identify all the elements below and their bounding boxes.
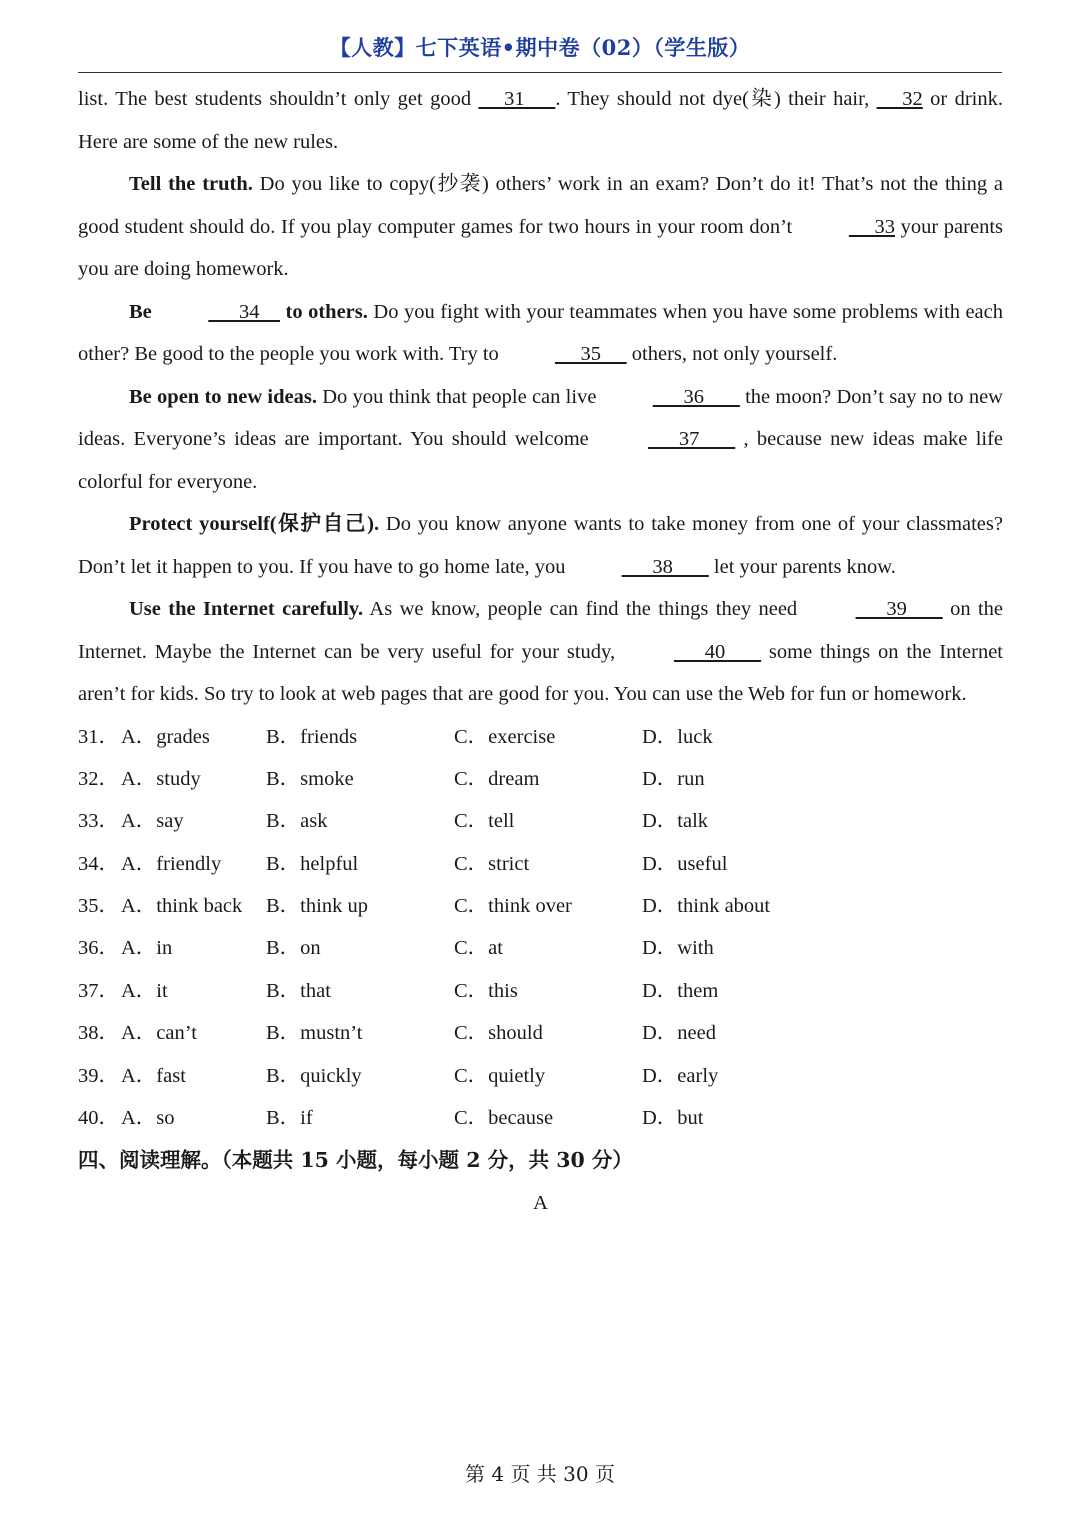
section-heading: 四、阅读理解。（本题共 15 小题，每小题 2 分，共 30 分） — [78, 1148, 633, 1173]
option-b: B．think up — [266, 895, 368, 918]
paragraph-heading: Tell the truth. — [129, 173, 253, 195]
blank-40: 40 — [673, 640, 762, 663]
question-row — [78, 1012, 1003, 1054]
paragraph-heading: to others. — [280, 300, 368, 323]
option-d: D．early — [642, 1064, 719, 1087]
blank-37: 37 — [648, 428, 736, 450]
question-number: 32． — [78, 767, 119, 790]
text: Do you know anyone wants to take money from one of your classmates? Don’t let it happen to you. If you have to go home late, you — [78, 513, 1003, 578]
question-row — [78, 1055, 1003, 1097]
option-a: A．so — [121, 1107, 175, 1130]
blank-39: 39 — [855, 598, 943, 620]
option-b: B．smoke — [266, 767, 354, 790]
question-row — [78, 843, 1003, 885]
option-d: D．with — [642, 937, 714, 960]
option-b: B．helpful — [266, 852, 359, 875]
option-a: A．in — [121, 937, 173, 960]
options-list — [78, 716, 1003, 1140]
paragraph-new-ideas — [78, 376, 1003, 504]
text: some things on the Internet aren’t for kids. So try to look at web pages that are good for you. You can use the Web for fun or homework. — [78, 640, 1003, 705]
question-number: 34． — [78, 852, 119, 875]
option-d: D．useful — [642, 852, 728, 875]
text: others, not only yourself. — [626, 343, 838, 365]
question-row — [78, 758, 1003, 800]
question-number: 40． — [78, 1107, 119, 1130]
question-number: 33． — [78, 810, 119, 833]
blank-32: 32 — [876, 88, 923, 110]
question-row — [78, 716, 1003, 758]
question-number: 38． — [78, 1022, 119, 1045]
paragraph-intro — [78, 78, 1003, 163]
option-b: B．ask — [266, 810, 328, 833]
option-b: B．friends — [266, 725, 358, 748]
paragraph-tell-the-truth — [78, 163, 1003, 291]
passage-letter: A — [533, 1192, 548, 1215]
option-b: B．quickly — [266, 1064, 362, 1087]
option-b: B．if — [266, 1107, 313, 1130]
option-d: D．luck — [642, 725, 713, 748]
question-number: 31． — [78, 725, 119, 748]
question-number: 36． — [78, 937, 119, 960]
text: Do you like to copy(抄袭) others’ work in an exam? Don’t do it! That’s not the thing a good student should do. If you play computer games for two hours in your room don’t — [78, 173, 1003, 238]
option-c: C．at — [454, 937, 503, 960]
question-number: 39． — [78, 1064, 119, 1087]
option-c: C．think over — [454, 895, 572, 918]
option-d: D．need — [642, 1022, 717, 1045]
page-header — [78, 28, 1002, 73]
option-d: D．but — [642, 1107, 704, 1130]
question-number: 37． — [78, 979, 119, 1002]
option-c: C．should — [454, 1022, 543, 1045]
header-title: 【人教】七下英语•期中卷（02）（学生版） — [329, 35, 751, 60]
paragraph-be-to-others — [78, 291, 1003, 376]
paragraph-heading: Be — [129, 300, 158, 323]
paragraph-internet — [78, 588, 1003, 716]
page-content — [78, 78, 1003, 1224]
blank-31: 31 — [478, 88, 556, 110]
option-d: D．them — [642, 979, 719, 1002]
option-c: C．exercise — [454, 725, 556, 748]
text: As we know, people can find the things they need — [363, 598, 805, 620]
blank-34: 34 — [208, 300, 281, 323]
question-row — [78, 970, 1003, 1012]
text: on the Internet. Maybe the Internet can be very useful for your study, — [78, 598, 1004, 663]
option-d: D．run — [642, 767, 705, 790]
text: Do you fight with your teammates when you have some problems with each other? Be good to the people you work with. Try to — [78, 300, 1003, 365]
option-a: A．grades — [121, 725, 210, 748]
option-a: A．can’t — [121, 1022, 197, 1045]
blank-38: 38 — [621, 555, 709, 578]
paragraph-heading: Use the Internet carefully. — [129, 598, 364, 620]
text: let your parents know. — [708, 555, 896, 578]
page-footer: 第 4 页 共 30 页 — [465, 1462, 615, 1486]
option-a: A．it — [121, 979, 168, 1002]
blank-36: 36 — [652, 385, 740, 408]
text: , because new ideas make life colorful for everyone. — [78, 428, 1004, 493]
option-c: C．this — [454, 979, 518, 1002]
text: the moon? Don’t say no to new ideas. Everyone’s ideas are important. You should welcome — [78, 385, 1003, 450]
question-row — [78, 927, 1003, 969]
question-row — [78, 1097, 1003, 1139]
option-c: C．dream — [454, 767, 540, 790]
paragraph-protect-yourself — [78, 503, 1003, 588]
text: or drink. Here are some of the new rules. — [78, 88, 1003, 153]
option-a: A．study — [121, 767, 201, 790]
question-row — [78, 800, 1003, 842]
option-a: A．friendly — [121, 852, 222, 875]
blank-33: 33 — [848, 215, 895, 238]
option-d: D．talk — [642, 810, 709, 833]
text: list. The best students shouldn’t only get good — [78, 88, 479, 110]
option-b: B．that — [266, 979, 331, 1002]
option-d: D．think about — [642, 895, 771, 918]
question-row — [78, 885, 1003, 927]
option-c: C．tell — [454, 810, 515, 833]
text: Do you think that people can live — [316, 385, 602, 408]
option-c: C．strict — [454, 852, 530, 875]
blank-35: 35 — [554, 343, 627, 365]
text: . They should not dye(染) their hair, — [555, 88, 877, 110]
option-a: A．fast — [121, 1064, 186, 1087]
option-c: C．quietly — [454, 1064, 546, 1087]
paragraph-heading: Be open to new ideas. — [129, 385, 317, 408]
option-c: C．because — [454, 1107, 554, 1130]
option-a: A．think back — [121, 895, 243, 918]
text: your parents you are doing homework. — [78, 215, 1004, 280]
paragraph-heading: Protect yourself(保护自己). — [129, 513, 380, 535]
option-a: A．say — [121, 810, 184, 833]
option-b: B．mustn’t — [266, 1022, 363, 1045]
option-b: B．on — [266, 937, 321, 960]
question-number: 35． — [78, 895, 119, 918]
